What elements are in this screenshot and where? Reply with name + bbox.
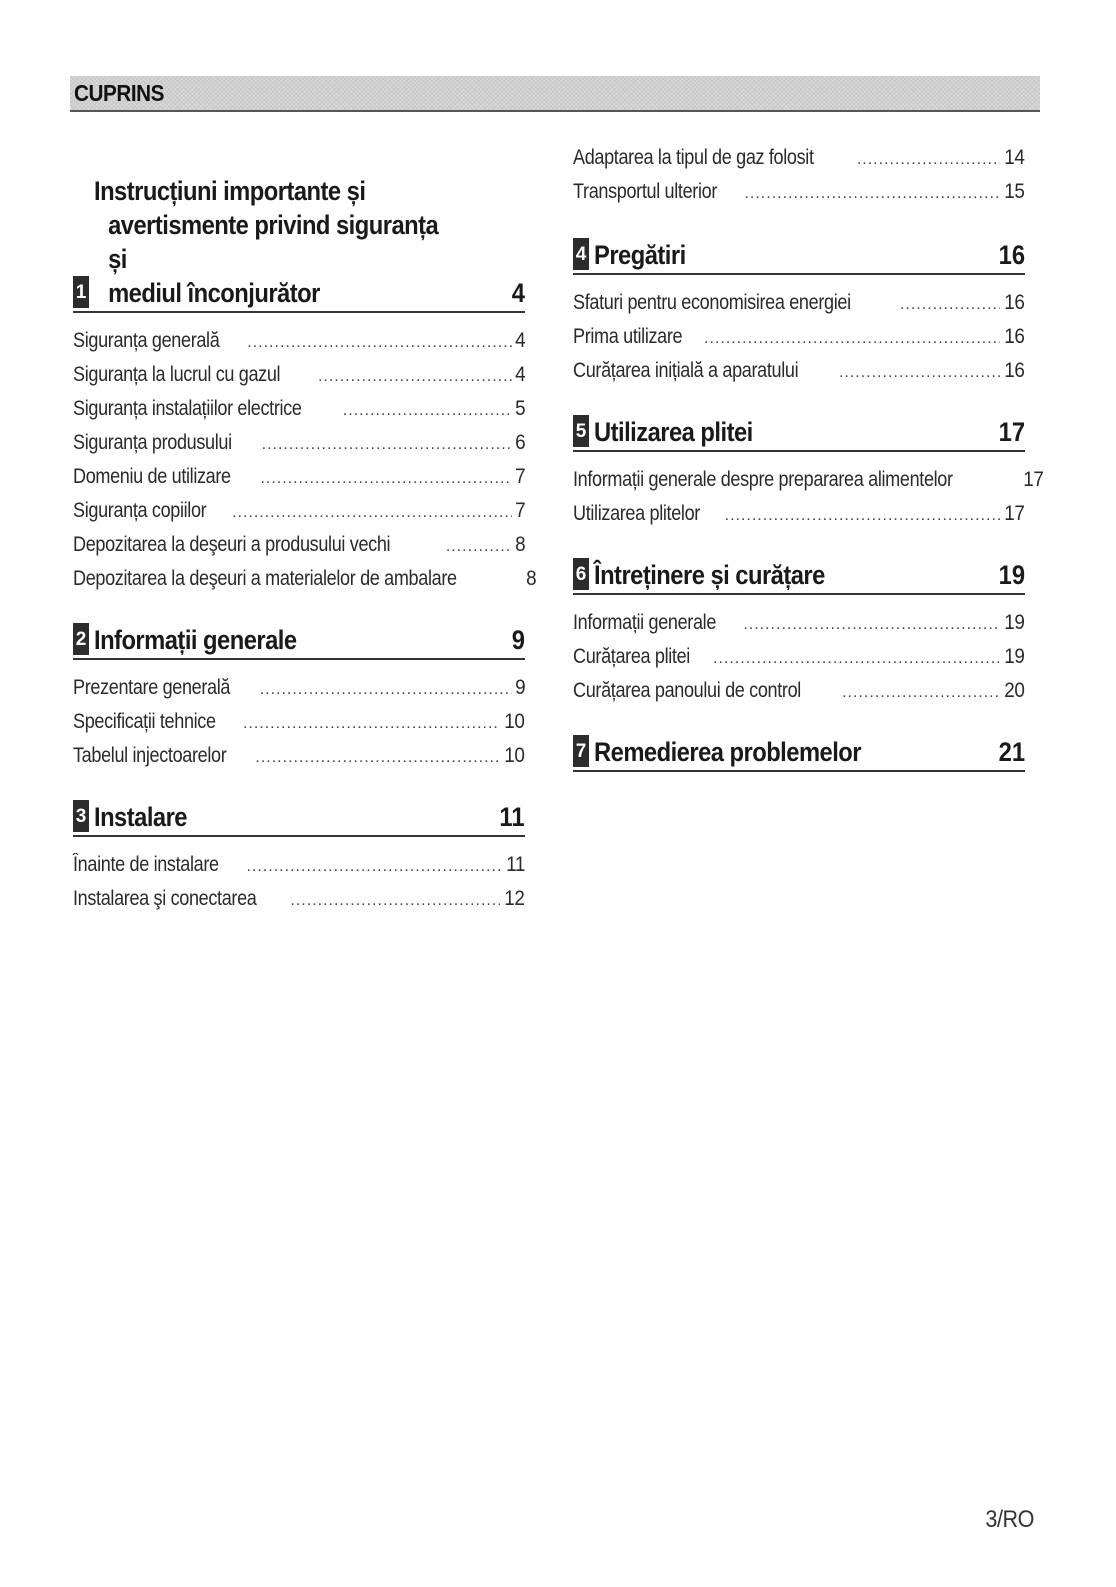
section-number-badge: 1 xyxy=(73,276,89,308)
toc-entry-page: 9 xyxy=(514,676,525,699)
toc-entry-label: Informații generale xyxy=(573,611,717,634)
toc-entry-label: Depozitarea la deşeuri a produsului vechi xyxy=(73,533,391,556)
toc-entry-page: 6 xyxy=(514,431,525,454)
toc-right-column xyxy=(573,142,1044,798)
section-page-number: 4 xyxy=(511,278,525,308)
toc-section-heading[interactable] xyxy=(573,558,1025,595)
page-number: 3/RO xyxy=(985,1506,1034,1533)
section-title: Întreținere și curățare xyxy=(594,560,825,590)
dot-leader xyxy=(713,641,1000,675)
toc-entry-page: 16 xyxy=(1004,359,1025,382)
toc-entry-label: Curățarea plitei xyxy=(573,645,690,668)
toc-entry-label: Utilizarea plitelor xyxy=(573,502,700,525)
section-page-number: 19 xyxy=(998,560,1025,590)
toc-entry-page: 19 xyxy=(1004,611,1025,634)
toc-entry-label: Sfaturi pentru economisirea energiei xyxy=(573,291,851,314)
toc-entry-page: 11 xyxy=(506,853,525,876)
dot-leader xyxy=(839,355,1001,389)
toc-entry[interactable] xyxy=(73,495,525,529)
toc-entry-label: Informații generale despre prepararea alimentelor xyxy=(573,468,953,491)
toc-entry-page: 19 xyxy=(1004,645,1025,668)
toc-entry[interactable] xyxy=(573,287,1025,321)
toc-entry-page: 10 xyxy=(504,744,525,767)
dot-leader xyxy=(725,498,1001,532)
toc-entry-page: 17 xyxy=(1022,468,1044,491)
section-page-number: 16 xyxy=(998,240,1025,270)
section-title: Pregătiri xyxy=(594,240,686,270)
dot-leader xyxy=(743,607,1000,641)
toc-section-3 xyxy=(73,800,525,917)
toc-entry[interactable] xyxy=(573,464,1044,498)
toc-entry[interactable] xyxy=(73,706,525,740)
toc-entry-label: Siguranța copiilor xyxy=(73,499,207,522)
dot-leader xyxy=(318,359,512,393)
section-number-badge: 5 xyxy=(573,415,589,447)
toc-entry-page: 14 xyxy=(1004,146,1025,169)
toc-entry-label: Curățarea panoului de control xyxy=(573,679,801,702)
contents-header-bar xyxy=(70,76,1040,112)
dot-leader xyxy=(247,325,511,359)
toc-entry-label: Specificații tehnice xyxy=(73,710,216,733)
toc-entry-label: Prima utilizare xyxy=(573,325,683,348)
toc-entry-label: Instalarea şi conectarea xyxy=(73,887,257,910)
toc-entry-page: 15 xyxy=(1004,180,1025,203)
toc-section-3-continued xyxy=(573,142,1025,210)
toc-entry-page: 20 xyxy=(1004,679,1025,702)
toc-entry[interactable] xyxy=(73,427,525,461)
dot-leader xyxy=(446,529,512,563)
toc-entry-label: Curățarea inițială a aparatului xyxy=(573,359,799,382)
toc-entry-label: Adaptarea la tipul de gaz folosit xyxy=(573,146,814,169)
dot-leader xyxy=(744,176,1000,210)
toc-section-heading[interactable] xyxy=(73,623,525,660)
toc-entry-label: Prezentare generală xyxy=(73,676,231,699)
section-number-badge: 4 xyxy=(573,238,589,270)
toc-entry-page: 4 xyxy=(514,363,525,386)
section-title-line: Instrucțiuni importante și xyxy=(94,176,366,206)
section-page-number: 9 xyxy=(511,625,525,655)
dot-leader xyxy=(246,849,502,883)
section-title xyxy=(94,174,460,310)
toc-entry[interactable] xyxy=(573,641,1025,675)
toc-section-heading[interactable] xyxy=(73,800,525,837)
toc-entry-page: 7 xyxy=(514,499,525,522)
toc-section-4 xyxy=(573,238,1025,389)
toc-section-6 xyxy=(573,558,1025,709)
toc-entry[interactable] xyxy=(573,321,1025,355)
toc-entry[interactable] xyxy=(573,142,1025,176)
section-title: Remedierea problemelor xyxy=(594,737,862,767)
dot-leader xyxy=(343,393,512,427)
toc-section-heading[interactable] xyxy=(573,735,1025,772)
dot-leader xyxy=(857,142,1001,176)
toc-entry[interactable] xyxy=(73,325,525,359)
toc-entry-label: Siguranța produsului xyxy=(73,431,232,454)
toc-section-heading[interactable] xyxy=(573,415,1025,452)
section-number-badge: 3 xyxy=(73,800,89,832)
toc-entry[interactable] xyxy=(573,176,1025,210)
section-number-badge: 7 xyxy=(573,735,589,767)
dot-leader xyxy=(260,672,512,706)
toc-entry-page: 7 xyxy=(514,465,525,488)
toc-entry-label: Siguranța la lucrul cu gazul xyxy=(73,363,281,386)
toc-entry[interactable] xyxy=(73,672,525,706)
toc-entry-page: 16 xyxy=(1004,325,1025,348)
toc-entry-page: 8 xyxy=(514,533,525,556)
toc-entry-page: 5 xyxy=(514,397,525,420)
dot-leader xyxy=(262,427,512,461)
dot-leader xyxy=(842,675,1000,709)
toc-entry[interactable] xyxy=(573,355,1025,389)
toc-entry-page: 16 xyxy=(1004,291,1025,314)
toc-entry-page: 17 xyxy=(1004,502,1025,525)
section-page-number: 17 xyxy=(998,417,1025,447)
toc-section-7 xyxy=(573,735,1025,772)
toc-section-2 xyxy=(73,623,525,774)
toc-section-5 xyxy=(573,415,1044,532)
section-title-line: avertismente privind siguranța și xyxy=(108,210,439,274)
dot-leader xyxy=(243,706,501,740)
toc-entry[interactable] xyxy=(73,563,537,597)
toc-entry[interactable] xyxy=(573,607,1025,641)
toc-entry-page: 8 xyxy=(526,567,537,590)
toc-entry[interactable] xyxy=(573,675,1025,709)
toc-entry[interactable] xyxy=(73,393,525,427)
section-title-line: mediul înconjurător xyxy=(108,278,320,308)
section-title: Instalare xyxy=(94,802,187,832)
section-title: Utilizarea plitei xyxy=(594,417,753,447)
toc-entry[interactable] xyxy=(73,740,525,774)
section-page-number: 11 xyxy=(499,802,525,832)
toc-entry[interactable] xyxy=(573,498,1025,532)
section-title: Informații generale xyxy=(94,625,297,655)
dot-leader xyxy=(290,883,500,917)
section-number-badge: 2 xyxy=(73,623,89,655)
dot-leader xyxy=(260,461,511,495)
toc-section-heading[interactable] xyxy=(73,174,525,313)
toc-entry-label: Domeniu de utilizare xyxy=(73,465,231,488)
toc-entry-label: Tabelul injectoarelor xyxy=(73,744,227,767)
toc-entry[interactable] xyxy=(73,529,525,563)
toc-entry-label: Siguranța instalațiilor electrice xyxy=(73,397,302,420)
section-number-badge: 6 xyxy=(573,558,589,590)
toc-left-column xyxy=(73,174,537,943)
toc-section-heading[interactable] xyxy=(573,238,1025,275)
dot-leader xyxy=(900,287,1000,321)
toc-section-1 xyxy=(73,174,537,597)
toc-entry-label: Înainte de instalare xyxy=(73,853,219,876)
toc-entry[interactable] xyxy=(73,883,525,917)
dot-leader xyxy=(704,321,1000,355)
dot-leader xyxy=(232,495,512,529)
toc-entry-label: Siguranța generală xyxy=(73,329,220,352)
toc-entry[interactable] xyxy=(73,359,525,393)
contents-title: CUPRINS xyxy=(74,80,165,106)
toc-entry-page: 4 xyxy=(514,329,525,352)
toc-entry[interactable] xyxy=(73,461,525,495)
toc-entry-page: 10 xyxy=(504,710,525,733)
toc-entry-label: Transportul ulterior xyxy=(573,180,718,203)
section-page-number: 21 xyxy=(998,737,1025,767)
toc-entry-page: 12 xyxy=(504,887,525,910)
dot-leader xyxy=(255,740,500,774)
toc-entry-label: Depozitarea la deşeuri a materialelor de ambalare xyxy=(73,567,457,590)
toc-entry[interactable] xyxy=(73,849,525,883)
